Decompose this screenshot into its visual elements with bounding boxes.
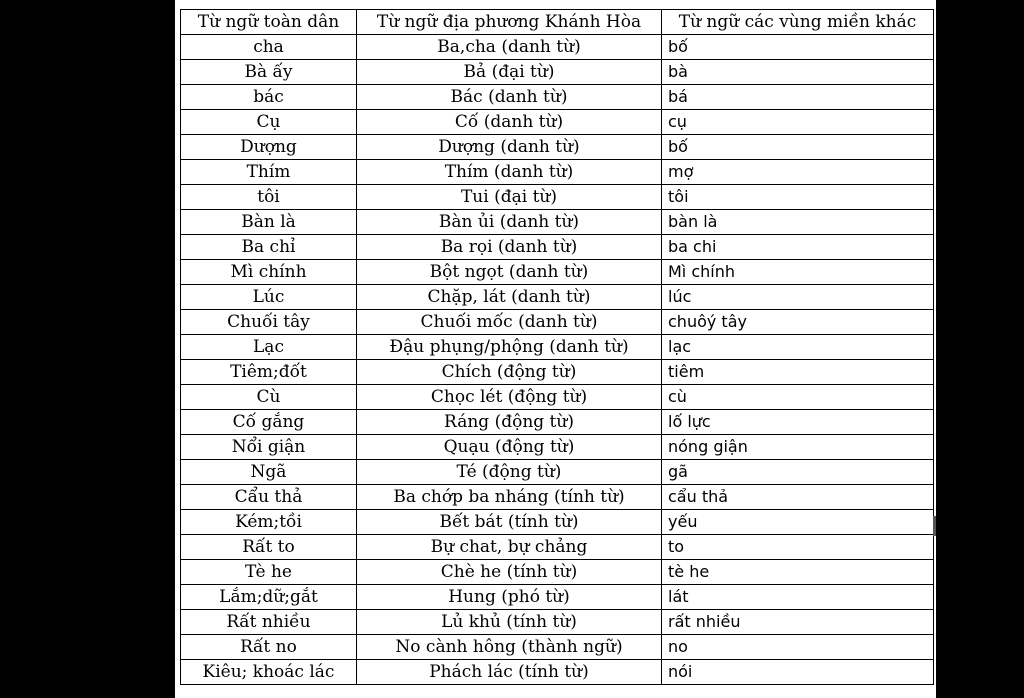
cell-khanh-hoa-word: Ba chớp ba nháng (tính từ): [357, 485, 662, 510]
table-body: [181, 35, 934, 685]
cell-standard-word: Rất to: [181, 535, 357, 560]
table-header-row: [181, 10, 934, 35]
cell-khanh-hoa-word: Bết bát (tính từ): [357, 510, 662, 535]
cell-khanh-hoa-word: Phách lác (tính từ): [357, 660, 662, 685]
cell-other-region-word: to: [662, 535, 934, 560]
cell-khanh-hoa-word: Ráng (động từ): [357, 410, 662, 435]
cell-khanh-hoa-word: Bác (danh từ): [357, 85, 662, 110]
header-khanh-hoa-words: Từ ngữ địa phương Khánh Hòa: [357, 10, 662, 35]
cell-other-region-word: bàn là: [662, 210, 934, 235]
cell-khanh-hoa-word: Quạu (động từ): [357, 435, 662, 460]
cell-other-region-word: bá: [662, 85, 934, 110]
cell-standard-word: Cẩu thả: [181, 485, 357, 510]
cell-other-region-word: mợ: [662, 160, 934, 185]
table-row: [181, 560, 934, 585]
cell-other-region-word: nói: [662, 660, 934, 685]
table-row: [181, 185, 934, 210]
table-row: [181, 435, 934, 460]
cell-khanh-hoa-word: Chích (động từ): [357, 360, 662, 385]
cell-other-region-word: lố lực: [662, 410, 934, 435]
table-row: [181, 660, 934, 685]
cell-other-region-word: nóng giận: [662, 435, 934, 460]
cell-other-region-word: chuôý tây: [662, 310, 934, 335]
cell-standard-word: Bàn là: [181, 210, 357, 235]
cell-standard-word: Cố gắng: [181, 410, 357, 435]
cell-other-region-word: ba chi: [662, 235, 934, 260]
cell-standard-word: Chuối tây: [181, 310, 357, 335]
cell-other-region-word: bố: [662, 135, 934, 160]
cell-khanh-hoa-word: Ba,cha (danh từ): [357, 35, 662, 60]
cell-standard-word: bác: [181, 85, 357, 110]
cell-khanh-hoa-word: Tui (đại từ): [357, 185, 662, 210]
cell-khanh-hoa-word: Chuối mốc (danh từ): [357, 310, 662, 335]
cell-standard-word: Kiêu; khoác lác: [181, 660, 357, 685]
table-row: [181, 585, 934, 610]
cell-other-region-word: yếu: [662, 510, 934, 535]
cell-khanh-hoa-word: Bả (đại từ): [357, 60, 662, 85]
table-row: [181, 60, 934, 85]
cell-standard-word: Mì chính: [181, 260, 357, 285]
cell-other-region-word: cụ: [662, 110, 934, 135]
cell-other-region-word: rất nhiều: [662, 610, 934, 635]
table-row: [181, 210, 934, 235]
cell-khanh-hoa-word: Té (động từ): [357, 460, 662, 485]
cell-standard-word: Ba chỉ: [181, 235, 357, 260]
cell-standard-word: Tiêm;đốt: [181, 360, 357, 385]
table-row: [181, 610, 934, 635]
header-other-region-words: Từ ngữ các vùng miền khác: [662, 10, 934, 35]
table-row: [181, 135, 934, 160]
cell-other-region-word: tiêm: [662, 360, 934, 385]
cell-other-region-word: gã: [662, 460, 934, 485]
cell-khanh-hoa-word: Ba rọi (danh từ): [357, 235, 662, 260]
header-standard-words: Từ ngữ toàn dân: [181, 10, 357, 35]
cell-standard-word: Lắm;dữ;gắt: [181, 585, 357, 610]
table-row: [181, 335, 934, 360]
cell-other-region-word: tè he: [662, 560, 934, 585]
cell-khanh-hoa-word: Hung (phó từ): [357, 585, 662, 610]
cell-other-region-word: lạc: [662, 335, 934, 360]
cell-standard-word: Cụ: [181, 110, 357, 135]
cell-khanh-hoa-word: Cố (danh từ): [357, 110, 662, 135]
table-row: [181, 410, 934, 435]
cell-other-region-word: bà: [662, 60, 934, 85]
document-page: [175, 0, 936, 698]
table-row: [181, 35, 934, 60]
cell-khanh-hoa-word: Dượng (danh từ): [357, 135, 662, 160]
cell-standard-word: Rất no: [181, 635, 357, 660]
table-row: [181, 485, 934, 510]
cell-standard-word: tôi: [181, 185, 357, 210]
cell-standard-word: Rất nhiều: [181, 610, 357, 635]
cell-standard-word: Lúc: [181, 285, 357, 310]
table-row: [181, 510, 934, 535]
table-row: [181, 285, 934, 310]
cell-standard-word: Nổi giận: [181, 435, 357, 460]
cell-standard-word: Kém;tồi: [181, 510, 357, 535]
cell-other-region-word: tôi: [662, 185, 934, 210]
cell-khanh-hoa-word: No cành hông (thành ngữ): [357, 635, 662, 660]
cell-other-region-word: cù: [662, 385, 934, 410]
cell-other-region-word: Mì chính: [662, 260, 934, 285]
cell-standard-word: Cù: [181, 385, 357, 410]
cell-khanh-hoa-word: Bự chat, bự chảng: [357, 535, 662, 560]
table-row: [181, 635, 934, 660]
cell-standard-word: Thím: [181, 160, 357, 185]
cell-khanh-hoa-word: Chọc lét (động từ): [357, 385, 662, 410]
dialect-table: [180, 9, 934, 685]
table-row: [181, 160, 934, 185]
cell-standard-word: Dượng: [181, 135, 357, 160]
cell-other-region-word: no: [662, 635, 934, 660]
cell-standard-word: cha: [181, 35, 357, 60]
cell-other-region-word: lúc: [662, 285, 934, 310]
cell-standard-word: Tè he: [181, 560, 357, 585]
cell-khanh-hoa-word: Chặp, lát (danh từ): [357, 285, 662, 310]
cell-khanh-hoa-word: Bột ngọt (danh từ): [357, 260, 662, 285]
table-row: [181, 310, 934, 335]
cell-standard-word: Bà ấy: [181, 60, 357, 85]
table-row: [181, 385, 934, 410]
scrollbar-thumb[interactable]: [933, 516, 936, 536]
cell-khanh-hoa-word: Bàn ủi (danh từ): [357, 210, 662, 235]
cell-khanh-hoa-word: Lủ khủ (tính từ): [357, 610, 662, 635]
table-row: [181, 535, 934, 560]
cell-khanh-hoa-word: Đậu phụng/phộng (danh từ): [357, 335, 662, 360]
cell-standard-word: Lạc: [181, 335, 357, 360]
table-row: [181, 85, 934, 110]
cell-standard-word: Ngã: [181, 460, 357, 485]
cell-other-region-word: lát: [662, 585, 934, 610]
table-row: [181, 460, 934, 485]
table-row: [181, 110, 934, 135]
cell-other-region-word: cẩu thả: [662, 485, 934, 510]
cell-khanh-hoa-word: Chè he (tính từ): [357, 560, 662, 585]
cell-other-region-word: bố: [662, 35, 934, 60]
table-row: [181, 360, 934, 385]
cell-khanh-hoa-word: Thím (danh từ): [357, 160, 662, 185]
table-row: [181, 260, 934, 285]
table-row: [181, 235, 934, 260]
